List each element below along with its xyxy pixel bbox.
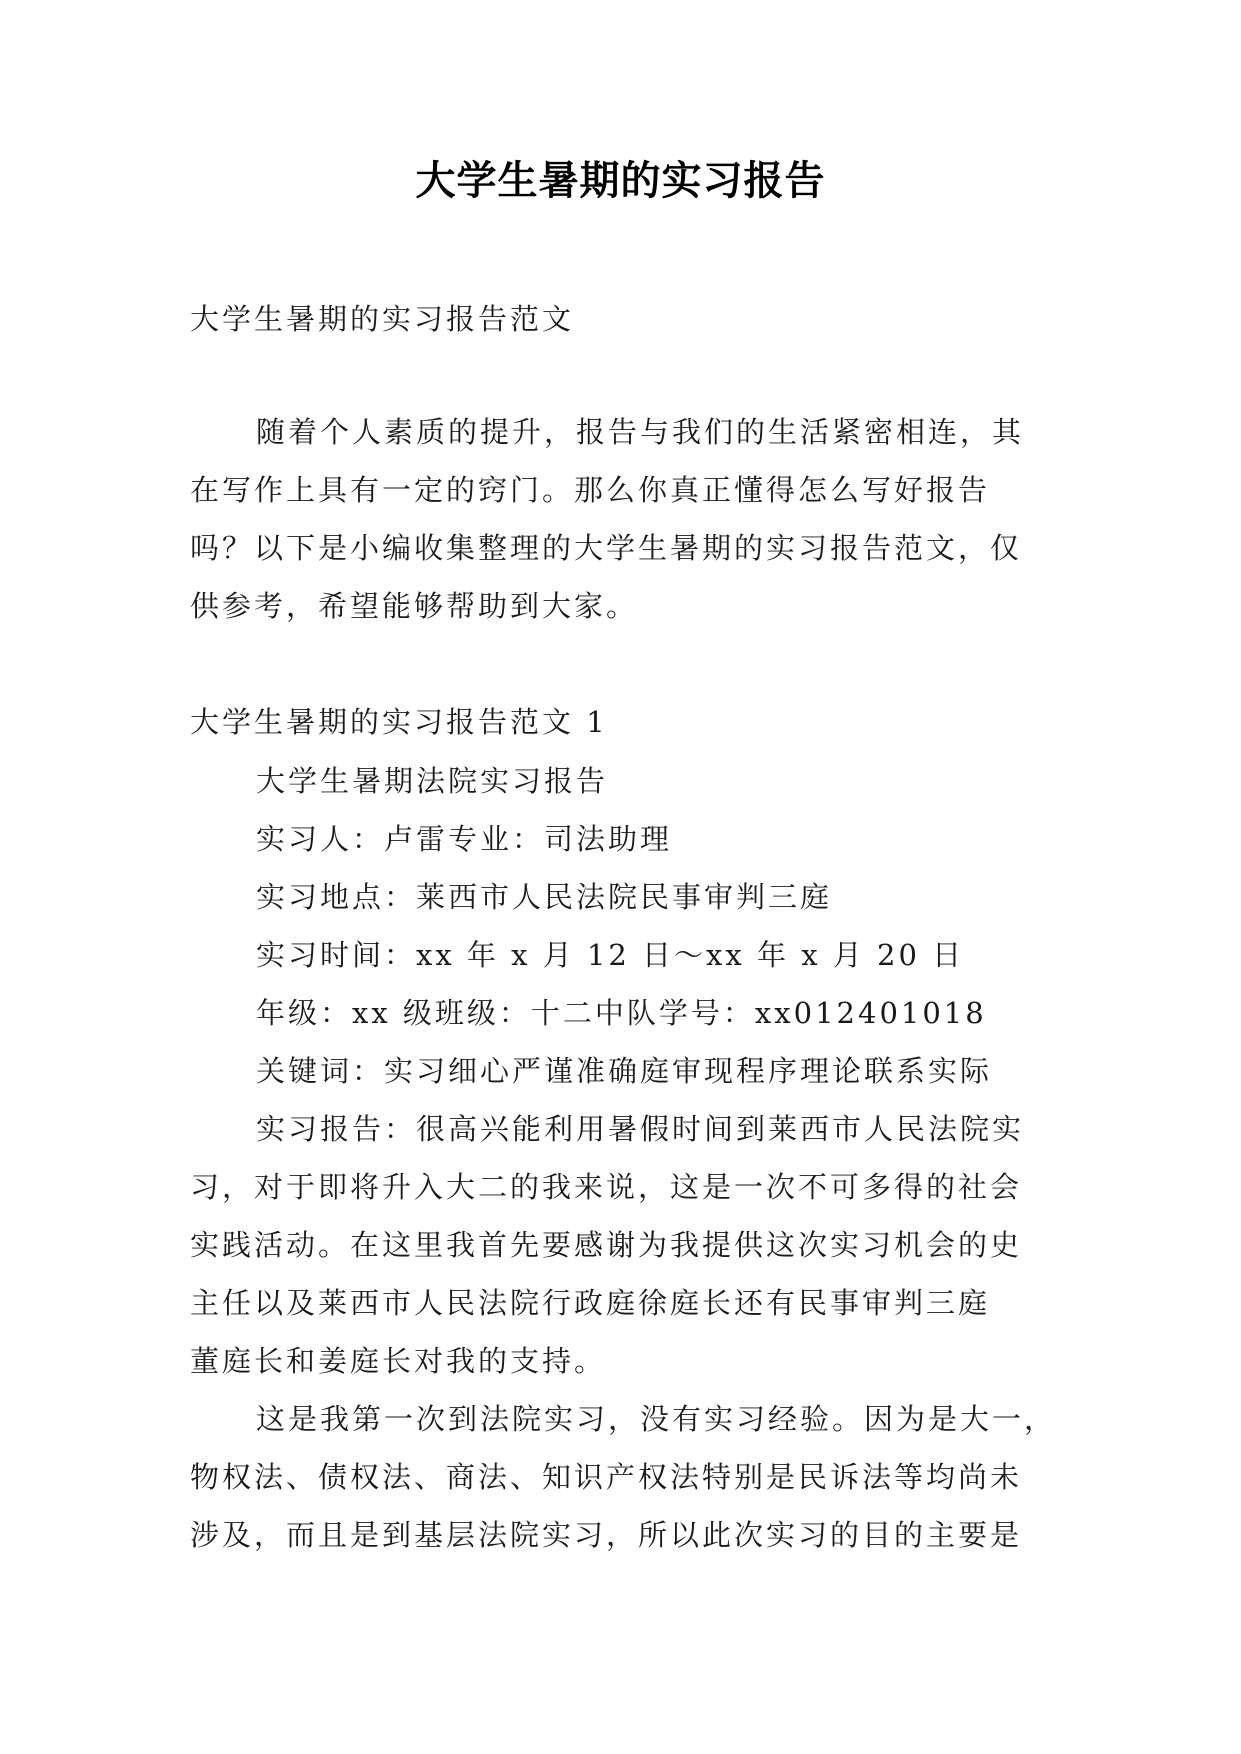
intro-line: 随着个人素质的提升，报告与我们的生活紧密相连，其 — [256, 415, 1025, 449]
report-line: 董庭长和姜庭长对我的支持。 — [190, 1344, 607, 1378]
report-line: 习，对于即将升入大二的我来说，这是一次不可多得的社会 — [190, 1170, 1023, 1204]
grade-info: 年级：xx 级班级：十二中队学号：xx012401018 — [256, 996, 987, 1030]
paragraph-line: 涉及，而且是到基层法院实习，所以此次实习的目的主要是 — [190, 1518, 1023, 1552]
intern-info: 实习人：卢雷专业：司法助理 — [256, 822, 673, 856]
intro-line: 在写作上具有一定的窍门。那么你真正懂得怎么写好报告 — [190, 473, 991, 507]
document-subtitle: 大学生暑期的实习报告范文 — [190, 302, 575, 336]
paragraph-line: 物权法、债权法、商法、知识产权法特别是民诉法等均尚未 — [190, 1460, 1023, 1494]
report-content — [190, 752, 1057, 1564]
document-title: 大学生暑期的实习报告 — [415, 158, 826, 204]
time-info: 实习时间：xx 年 x 月 12 日～xx 年 x 月 20 日 — [256, 938, 965, 972]
intro-paragraph — [190, 403, 1050, 635]
paragraph-line: 这是我第一次到法院实习，没有实习经验。因为是大一， — [256, 1402, 1057, 1436]
keywords-info: 关键词：实习细心严谨准确庭审现程序理论联系实际 — [256, 1054, 993, 1088]
intro-line: 供参考，希望能够帮助到大家。 — [190, 589, 639, 623]
report-title: 大学生暑期法院实习报告 — [256, 764, 609, 798]
intro-line: 吗？以下是小编收集整理的大学生暑期的实习报告范文，仅 — [190, 531, 1023, 565]
section-heading: 大学生暑期的实习报告范文 1 — [190, 705, 608, 739]
location-info: 实习地点：莱西市人民法院民事审判三庭 — [256, 880, 833, 914]
report-line: 实习报告：很高兴能利用暑假时间到莱西市人民法院实 — [256, 1112, 1025, 1146]
report-line: 主任以及莱西市人民法院行政庭徐庭长还有民事审判三庭 — [190, 1286, 991, 1320]
report-line: 实践活动。在这里我首先要感谢为我提供这次实习机会的史 — [190, 1228, 1023, 1262]
